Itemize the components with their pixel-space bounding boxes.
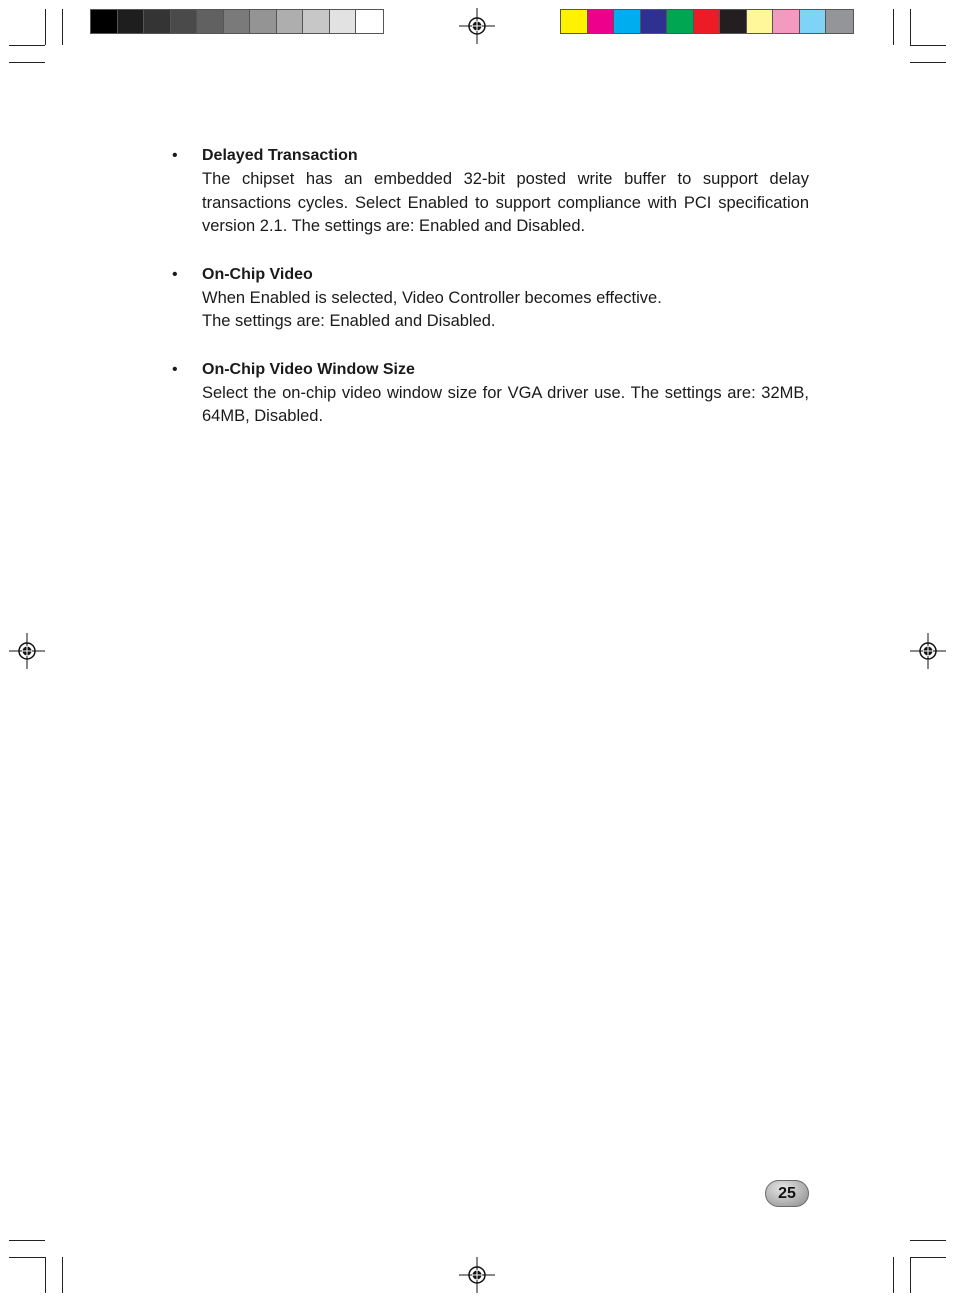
color-swatch: [800, 10, 827, 33]
setting-description: Select the on-chip video window size for VGA driver use. The settings are: 32MB, 64MB, Disabled.: [202, 383, 809, 425]
crop-mark: [62, 1257, 63, 1293]
crop-mark: [910, 45, 946, 46]
setting-description-line: When Enabled is selected, Video Controller becomes effective.: [202, 288, 662, 307]
crop-mark: [62, 9, 63, 45]
registration-mark-icon: [9, 633, 45, 669]
crop-mark: [893, 1257, 894, 1293]
registration-mark-icon: [910, 633, 946, 669]
color-swatch: [667, 10, 694, 33]
gray-swatch: [197, 10, 224, 33]
crop-mark: [9, 1240, 45, 1241]
color-swatch: [773, 10, 800, 33]
crop-mark: [9, 45, 45, 46]
color-swatch: [826, 10, 853, 33]
page-number-badge: 25: [765, 1180, 809, 1207]
color-calibration-bar: [560, 9, 854, 34]
crop-mark: [910, 62, 946, 63]
crop-mark: [45, 1257, 46, 1293]
crop-mark: [910, 1240, 946, 1241]
registration-mark-icon: [459, 1257, 495, 1293]
setting-description-line: The settings are: Enabled and Disabled.: [202, 312, 496, 330]
gray-swatch: [356, 10, 383, 33]
setting-title: On-Chip Video: [202, 265, 313, 283]
crop-mark: [910, 1257, 911, 1293]
gray-swatch: [171, 10, 198, 33]
crop-mark: [910, 1257, 946, 1258]
color-swatch: [720, 10, 747, 33]
crop-mark: [893, 9, 894, 45]
gray-swatch: [277, 10, 304, 33]
grayscale-calibration-bar: [90, 9, 384, 34]
color-swatch: [588, 10, 615, 33]
color-swatch: [641, 10, 668, 33]
setting-entry-on-chip-video: [172, 263, 809, 334]
setting-description: The chipset has an embedded 32-bit posted write buffer to support delay transactions cycles. Select Enabled to support compliance with PCI specification version 2.1. The settings are: Enabled and Disabled.: [202, 170, 809, 235]
crop-mark: [9, 62, 45, 63]
gray-swatch: [330, 10, 357, 33]
setting-title: On-Chip Video Window Size: [202, 360, 415, 378]
gray-swatch: [224, 10, 251, 33]
color-swatch: [614, 10, 641, 33]
gray-swatch: [118, 10, 145, 33]
setting-entry-delayed-transaction: [172, 144, 809, 239]
gray-swatch: [144, 10, 171, 33]
bullet: •: [172, 147, 178, 164]
bullet: •: [172, 360, 178, 378]
gray-swatch: [250, 10, 277, 33]
color-swatch: [561, 10, 588, 33]
setting-entry-on-chip-video-window-size: [172, 358, 809, 429]
bios-settings-list: [172, 144, 809, 453]
color-swatch: [747, 10, 774, 33]
crop-mark: [9, 1257, 45, 1258]
crop-mark: [910, 9, 911, 45]
color-swatch: [694, 10, 721, 33]
bullet: •: [172, 265, 178, 283]
gray-swatch: [91, 10, 118, 33]
crop-mark: [45, 9, 46, 45]
gray-swatch: [303, 10, 330, 33]
registration-mark-icon: [459, 8, 495, 44]
setting-title: Delayed Transaction: [202, 147, 358, 164]
